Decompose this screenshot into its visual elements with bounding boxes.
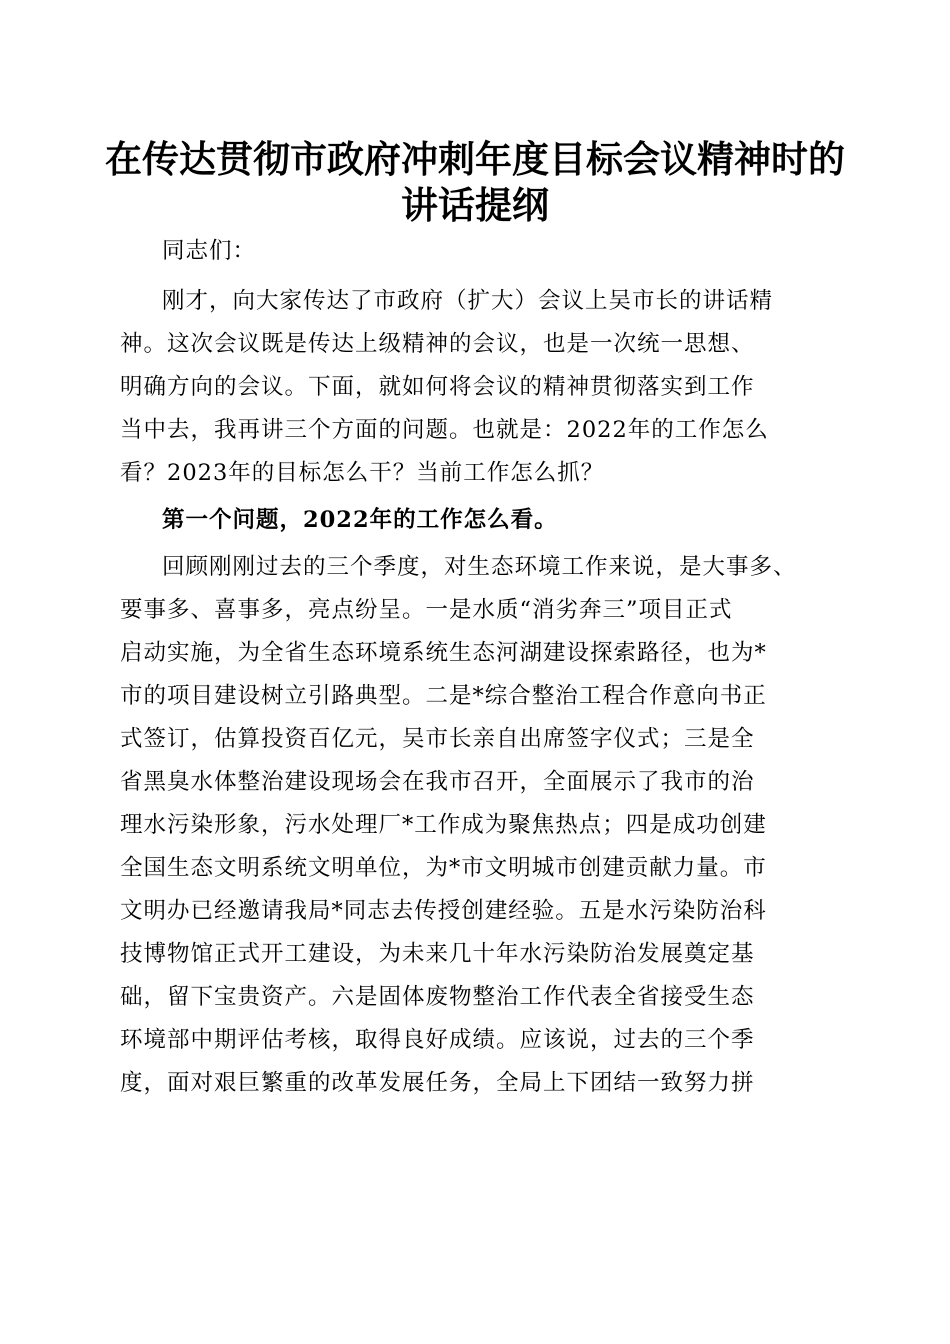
paragraph-line: 环境部中期评估考核，取得良好成绩。应该说，过去的三个季 xyxy=(120,1027,755,1053)
paragraph-line: 启动实施，为全省生态环境系统生态河湖建设探索路径，也为* xyxy=(120,640,767,666)
paragraph-1 xyxy=(120,280,824,495)
paragraph-line: 当中去，我再讲三个方面的问题。也就是：2022年的工作怎么 xyxy=(120,417,769,443)
paragraph-line: 度，面对艰巨繁重的改革发展任务，全局上下团结一致努力拼 xyxy=(120,1070,755,1096)
title-line-2: 讲话提纲 xyxy=(401,183,549,227)
paragraph-line: 回顾刚刚过去的三个季度，对生态环境工作来说，是大事多、 xyxy=(162,554,797,580)
salutation: 同志们： xyxy=(162,238,257,264)
paragraph-line: 文明办已经邀请我局*同志去传授创建经验。五是水污染防治科 xyxy=(120,898,767,924)
paragraph-line: 要事多、喜事多，亮点纷呈。一是水质“消劣奔三”项目正式 xyxy=(120,597,733,623)
document-title xyxy=(100,136,850,228)
paragraph-line: 省黑臭水体整治建设现场会在我市召开，全面展示了我市的治 xyxy=(120,769,755,795)
paragraph-line: 刚才，向大家传达了市政府（扩大）会议上吴市长的讲话精 xyxy=(162,288,774,314)
section-heading-1: 第一个问题，2022年的工作怎么看。 xyxy=(162,507,558,533)
paragraph-2 xyxy=(120,546,824,1105)
paragraph-line: 明确方向的会议。下面，就如何将会议的精神贯彻落实到工作 xyxy=(120,374,755,400)
paragraph-line: 础，留下宝贵资产。六是固体废物整治工作代表全省接受生态 xyxy=(120,984,755,1010)
paragraph-line: 理水污染形象，污水处理厂*工作成为聚焦热点；四是成功创建 xyxy=(120,812,767,838)
paragraph-line: 看？2023年的目标怎么干？当前工作怎么抓？ xyxy=(120,460,605,486)
paragraph-line: 式签订，估算投资百亿元，吴市长亲自出席签字仪式；三是全 xyxy=(120,726,755,752)
paragraph-line: 全国生态文明系统文明单位，为*市文明城市创建贡献力量。市 xyxy=(120,855,767,881)
paragraph-line: 市的项目建设树立引路典型。二是*综合整治工程合作意向书正 xyxy=(120,683,767,709)
document-body xyxy=(120,230,824,1105)
paragraph-line: 神。这次会议既是传达上级精神的会议，也是一次统一思想、 xyxy=(120,331,755,357)
paragraph-line: 技博物馆正式开工建设，为未来几十年水污染防治发展奠定基 xyxy=(120,941,755,967)
title-line-1: 在传达贯彻市政府冲刺年度目标会议精神时的 xyxy=(105,137,845,181)
